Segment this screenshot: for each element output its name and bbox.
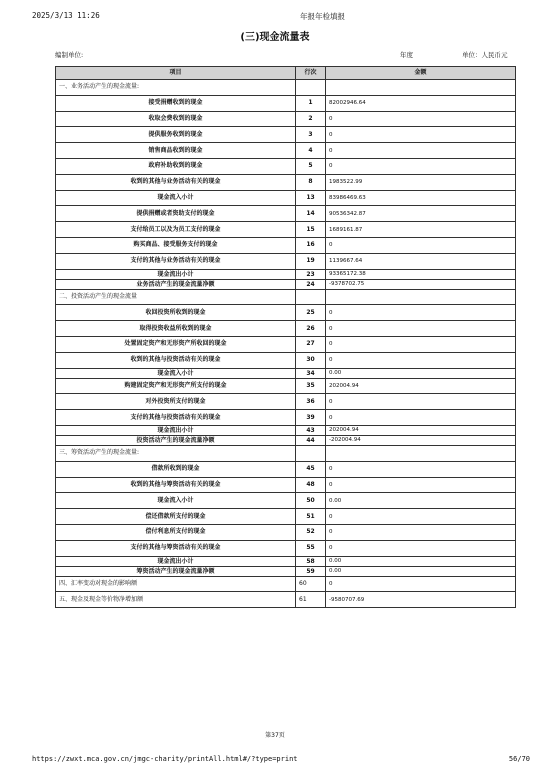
table-row	[56, 378, 516, 394]
row-line-number: 43	[296, 425, 326, 435]
table-row	[56, 477, 516, 493]
row-amount: 0	[326, 321, 516, 337]
row-label: 四、汇率变动对现金的影响额	[56, 576, 296, 592]
footer-url: https://zwxt.mca.gov.cn/jmgc-charity/printAll.html#/?type=print	[32, 755, 298, 763]
row-label: 偿付利息所支付的现金	[56, 524, 296, 540]
row-amount: 0	[326, 336, 516, 352]
row-label: 现金流入小计	[56, 368, 296, 378]
row-amount	[326, 445, 516, 461]
row-label: 二、投资活动产生的现金流量	[56, 289, 296, 305]
row-label: 支付的其他与投资活动有关的现金	[56, 410, 296, 426]
row-amount: 0	[326, 410, 516, 426]
section-row	[56, 445, 516, 461]
column-header-item: 项目	[56, 67, 296, 80]
table-row	[56, 425, 516, 435]
table-row	[56, 524, 516, 540]
row-amount: 0	[326, 540, 516, 556]
table-row	[56, 158, 516, 174]
row-amount: 0.00	[326, 368, 516, 378]
table-row	[56, 237, 516, 253]
row-amount: 0	[326, 477, 516, 493]
table-row	[56, 493, 516, 509]
table-row	[56, 95, 516, 111]
row-label: 现金流出小计	[56, 425, 296, 435]
row-amount: 0	[326, 158, 516, 174]
cash-flow-table	[55, 66, 516, 608]
row-line-number: 14	[296, 206, 326, 222]
row-label: 收到的其他与筹资活动有关的现金	[56, 477, 296, 493]
compiling-unit-label: 编制单位:	[55, 51, 84, 59]
row-amount: 202004.94	[326, 425, 516, 435]
table-row	[56, 336, 516, 352]
table-row	[56, 305, 516, 321]
row-line-number: 2	[296, 111, 326, 127]
row-label: 提供捐赠或者资助支付的现金	[56, 206, 296, 222]
table-row	[56, 190, 516, 206]
table-row	[56, 253, 516, 269]
row-line-number: 13	[296, 190, 326, 206]
column-header-line: 行次	[296, 67, 326, 80]
row-label: 支付的其他与业务活动有关的现金	[56, 253, 296, 269]
row-amount	[326, 80, 516, 96]
row-label: 销售商品收到的现金	[56, 143, 296, 159]
row-amount: 0	[326, 305, 516, 321]
row-line-number: 55	[296, 540, 326, 556]
table-row	[56, 222, 516, 238]
table-header-row	[56, 67, 516, 80]
row-amount: -9580707.69	[326, 592, 516, 608]
table-row	[56, 352, 516, 368]
row-line-number: 23	[296, 269, 326, 279]
row-line-number: 44	[296, 435, 326, 445]
row-label: 业务活动产生的现金流量净额	[56, 279, 296, 289]
row-amount: 0	[326, 143, 516, 159]
row-line-number	[296, 80, 326, 96]
row-amount: 83986469.63	[326, 190, 516, 206]
row-label: 投资活动产生的现金流量净额	[56, 435, 296, 445]
row-line-number: 19	[296, 253, 326, 269]
row-line-number: 4	[296, 143, 326, 159]
row-amount: 0	[326, 461, 516, 477]
row-line-number: 3	[296, 127, 326, 143]
row-amount: 93365172.38	[326, 269, 516, 279]
row-line-number: 45	[296, 461, 326, 477]
table-row	[56, 206, 516, 222]
row-line-number: 26	[296, 321, 326, 337]
row-amount: 0	[326, 394, 516, 410]
row-line-number: 36	[296, 394, 326, 410]
table-row	[56, 435, 516, 445]
row-line-number: 25	[296, 305, 326, 321]
section-row	[56, 80, 516, 96]
row-label: 现金流出小计	[56, 269, 296, 279]
row-line-number: 59	[296, 566, 326, 576]
table-row	[56, 394, 516, 410]
row-amount	[326, 289, 516, 305]
row-amount: 0.00	[326, 566, 516, 576]
footer-page-count: 56/70	[508, 755, 530, 763]
row-label: 收回投资所收到的现金	[56, 305, 296, 321]
table-row	[56, 174, 516, 190]
row-label: 现金流入小计	[56, 190, 296, 206]
print-header-title: 年报年检填报	[300, 12, 345, 21]
row-amount: 82002946.64	[326, 95, 516, 111]
table-row	[56, 111, 516, 127]
row-label: 处置固定资产和无形资产所收回的现金	[56, 336, 296, 352]
section-row	[56, 576, 516, 592]
row-label: 收到的其他与投资活动有关的现金	[56, 352, 296, 368]
row-amount: 0	[326, 576, 516, 592]
row-line-number: 35	[296, 378, 326, 394]
row-line-number: 61	[296, 592, 326, 608]
row-label: 支付的其他与筹资活动有关的现金	[56, 540, 296, 556]
row-label: 提供服务收到的现金	[56, 127, 296, 143]
row-line-number: 5	[296, 158, 326, 174]
table-row	[56, 279, 516, 289]
row-amount: 90536342.87	[326, 206, 516, 222]
row-amount: 0	[326, 509, 516, 525]
table-row	[56, 566, 516, 576]
row-line-number: 52	[296, 524, 326, 540]
print-datetime: 2025/3/13 11:26	[32, 11, 100, 20]
table-row	[56, 143, 516, 159]
row-amount: 0	[326, 237, 516, 253]
row-amount: 202004.94	[326, 378, 516, 394]
row-line-number: 48	[296, 477, 326, 493]
row-label: 现金流出小计	[56, 556, 296, 566]
row-amount: 1139667.64	[326, 253, 516, 269]
row-line-number: 60	[296, 576, 326, 592]
row-line-number	[296, 445, 326, 461]
row-amount: 0	[326, 111, 516, 127]
page-number: 第37页	[265, 732, 285, 739]
row-line-number: 1	[296, 95, 326, 111]
column-header-amount: 金额	[326, 67, 516, 80]
table-row	[56, 556, 516, 566]
row-amount: -202004.94	[326, 435, 516, 445]
row-amount: 0.00	[326, 556, 516, 566]
row-label: 取得投资收益所收到的现金	[56, 321, 296, 337]
row-line-number: 8	[296, 174, 326, 190]
row-line-number: 50	[296, 493, 326, 509]
document-title: (三)现金流量表	[240, 32, 310, 43]
row-amount: 0	[326, 127, 516, 143]
row-line-number: 24	[296, 279, 326, 289]
year-label: 年度	[400, 51, 413, 59]
row-label: 政府补助收到的现金	[56, 158, 296, 174]
row-label: 三、筹资活动产生的现金流量:	[56, 445, 296, 461]
row-line-number: 34	[296, 368, 326, 378]
row-amount: -9378702.75	[326, 279, 516, 289]
table-body	[56, 80, 516, 608]
table-row	[56, 461, 516, 477]
row-label: 借款所收到的现金	[56, 461, 296, 477]
row-label: 筹资活动产生的现金流量净额	[56, 566, 296, 576]
row-amount: 1689161.87	[326, 222, 516, 238]
row-line-number: 16	[296, 237, 326, 253]
currency-unit-label: 单位：人民币元	[462, 51, 508, 59]
row-label: 一、业务活动产生的现金流量:	[56, 80, 296, 96]
section-row	[56, 289, 516, 305]
row-label: 对外投资所支付的现金	[56, 394, 296, 410]
table-row	[56, 368, 516, 378]
row-amount: 0	[326, 352, 516, 368]
row-label: 收取会费收到的现金	[56, 111, 296, 127]
row-label: 偿还借款所支付的现金	[56, 509, 296, 525]
row-label: 五、现金及现金等价物净增加额	[56, 592, 296, 608]
row-line-number: 27	[296, 336, 326, 352]
row-line-number: 58	[296, 556, 326, 566]
table-row	[56, 127, 516, 143]
row-amount: 1983522.99	[326, 174, 516, 190]
row-line-number: 30	[296, 352, 326, 368]
row-label: 购建固定资产和无形资产所支付的现金	[56, 378, 296, 394]
section-row	[56, 592, 516, 608]
table-row	[56, 509, 516, 525]
row-label: 支付给员工以及为员工支付的现金	[56, 222, 296, 238]
row-amount: 0.00	[326, 493, 516, 509]
row-line-number: 39	[296, 410, 326, 426]
row-label: 现金流入小计	[56, 493, 296, 509]
table-row	[56, 540, 516, 556]
table-row	[56, 321, 516, 337]
row-line-number	[296, 289, 326, 305]
table-row	[56, 410, 516, 426]
table-row	[56, 269, 516, 279]
row-label: 接受捐赠收到的现金	[56, 95, 296, 111]
row-line-number: 51	[296, 509, 326, 525]
row-label: 购买商品、接受服务支付的现金	[56, 237, 296, 253]
row-amount: 0	[326, 524, 516, 540]
row-label: 收到的其他与业务活动有关的现金	[56, 174, 296, 190]
row-line-number: 15	[296, 222, 326, 238]
